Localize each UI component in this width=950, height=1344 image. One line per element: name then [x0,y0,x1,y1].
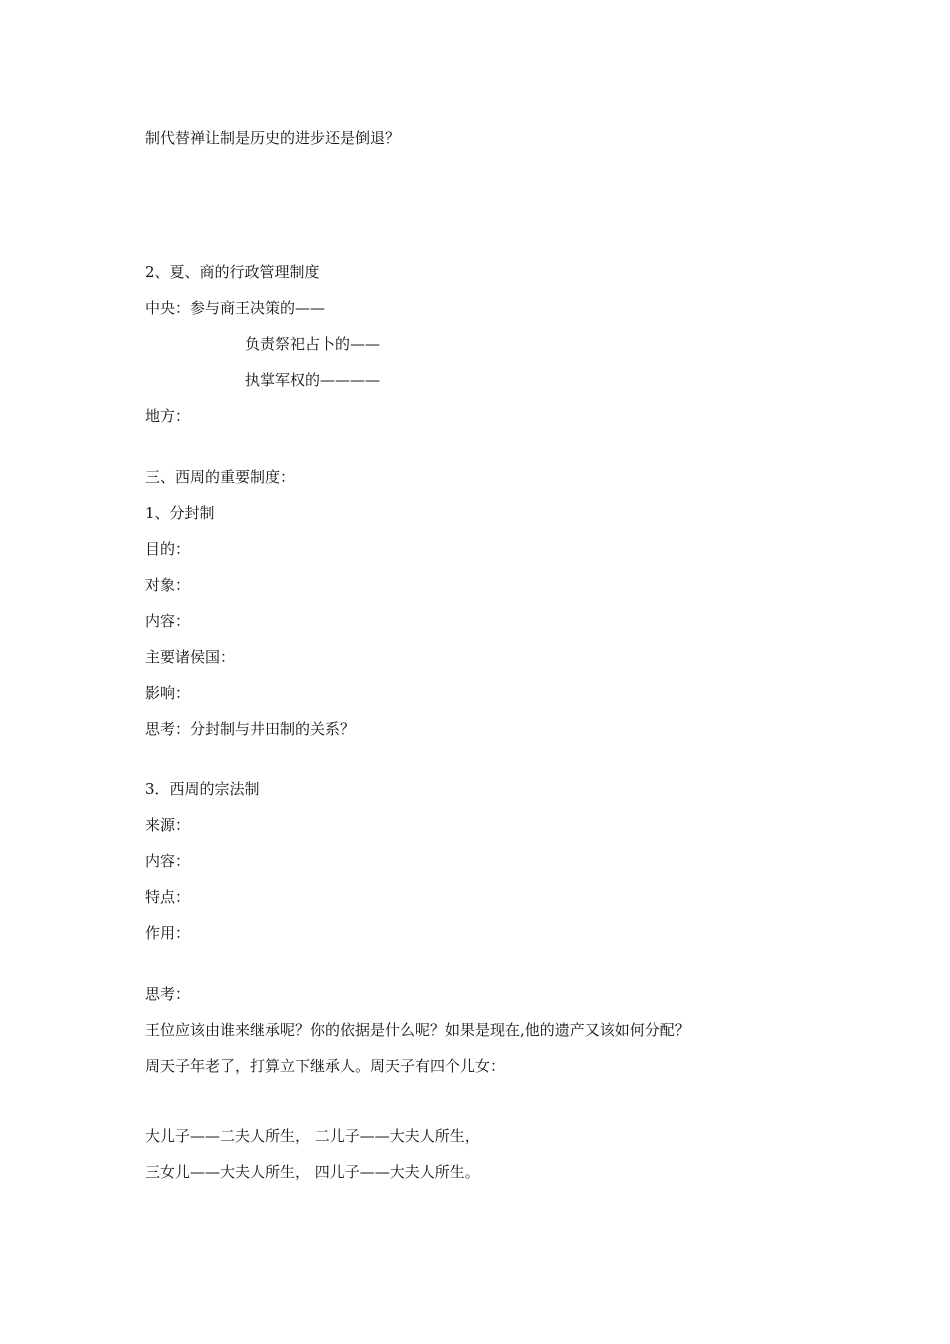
scenario-line: 周天子年老了，打算立下继承人。周天子有四个儿女： [145,1057,506,1075]
central-line-decision: 中央：参与商王决策的—— [145,299,326,317]
question-succession: 王位应该由谁来继承呢？你的依据是什么呢？如果是现在,他的遗产又该如何分配？ [145,1021,690,1039]
field-content-zongfa: 内容： [145,852,191,870]
field-origin: 来源： [145,816,191,834]
field-purpose: 目的： [145,540,191,558]
question-fenfeng-jingtian: 思考：分封制与井田制的关系？ [145,720,356,738]
thinking-heading: 思考： [145,985,191,1003]
field-influence: 影响： [145,684,191,702]
field-target: 对象： [145,576,191,594]
field-function: 作用： [145,924,191,942]
central-line-sacrifice: 负责祭祀占卜的—— [245,335,381,353]
subsection-heading-zongfa: 3．西周的宗法制 [145,780,260,798]
central-line-military: 执掌军权的———— [245,371,381,389]
question-line-abdication: 制代替禅让制是历史的进步还是倒退？ [145,129,401,147]
children-line-2: 三女儿——大夫人所生， 四儿子——大夫人所生。 [145,1163,480,1181]
children-line-1: 大儿子——二夫人所生， 二儿子——大夫人所生， [145,1127,480,1145]
local-line: 地方： [145,407,191,425]
field-main-vassal-states: 主要诸侯国： [145,648,236,666]
field-features: 特点： [145,888,191,906]
field-content: 内容： [145,612,191,630]
section-heading-western-zhou: 三、西周的重要制度： [145,468,296,486]
subsection-heading-fenfeng: 1、分封制 [145,504,215,522]
section-heading-xia-shang-admin: 2、夏、商的行政管理制度 [145,263,320,281]
